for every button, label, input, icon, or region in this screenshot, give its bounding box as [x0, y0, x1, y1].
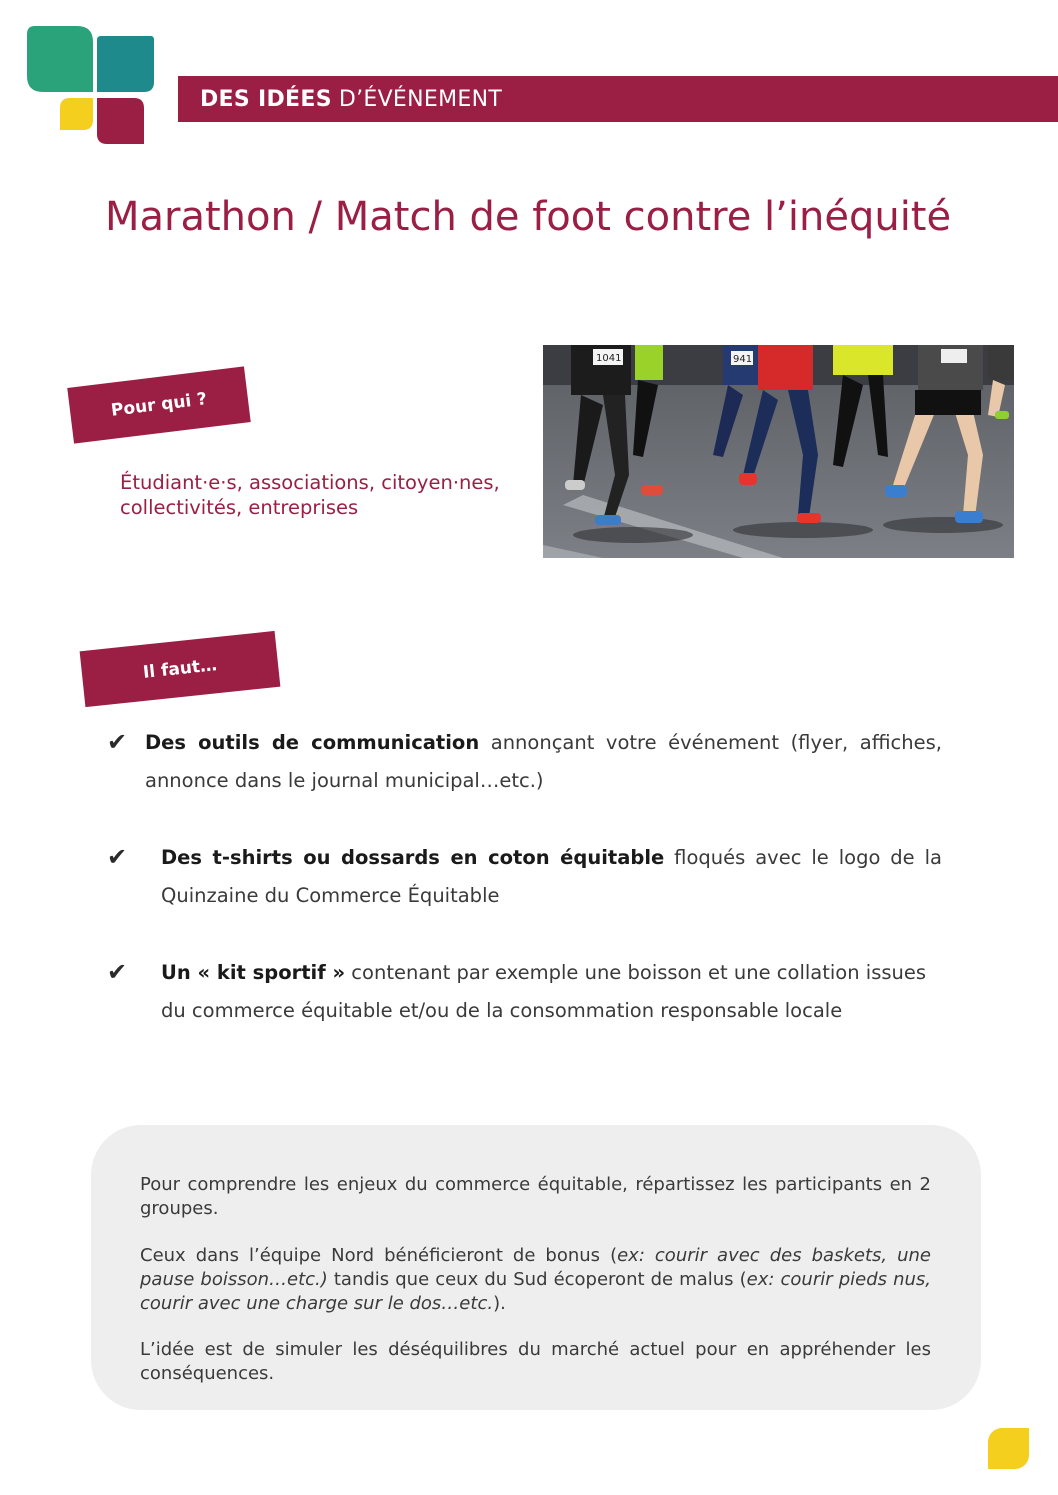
bib-number-941: 941: [733, 354, 753, 365]
page-title: Marathon / Match de foot contre l’inéquité: [105, 194, 952, 240]
needs-item-3-text: contenant par exemple une boisson et une collation issues du commerce équitable et/ou de la consommation responsable locale: [161, 961, 927, 1022]
runners-photo: [543, 345, 1014, 558]
needs-item-1-bold: Des outils de communication: [145, 731, 480, 754]
info-paragraph-3: L’idée est de simuler les déséquilibres du marché actuel pour en appréhender les conséquences.: [140, 1339, 931, 1384]
corner-leaf-icon: [988, 1428, 1029, 1469]
runners-photo-illustration: [543, 345, 1014, 558]
needs-tag: [80, 631, 281, 707]
who-text-line2: collectivités, entreprises: [120, 496, 359, 519]
info-paragraph-1: Pour comprendre les enjeux du commerce équitable, répartissez les participants en 2 groupes.: [140, 1174, 931, 1219]
header-label-bold: DES IDÉES: [200, 86, 332, 112]
logo-mark: [27, 26, 157, 146]
who-text-line1: Étudiant·e·s, associations, citoyen·nes,: [120, 471, 500, 494]
checkmark-icon: ✔: [107, 958, 128, 986]
who-text: [120, 470, 520, 520]
logo: [27, 26, 157, 146]
info-p2-c: tandis que ceux du Sud écoperont de malus (: [327, 1269, 747, 1290]
checkmark-icon: ✔: [107, 843, 128, 871]
checkmark-icon: ✔: [107, 728, 128, 756]
bib-number-1041: 1041: [596, 353, 622, 364]
who-tag-label: Pour qui ?: [109, 389, 209, 421]
info-p2-a: Ceux dans l’équipe Nord bénéficieront de bonus (: [140, 1245, 618, 1266]
info-p2-example-north: ex: courir avec des baskets, une pause boisson…etc.): [140, 1245, 932, 1290]
needs-item-2: [161, 839, 942, 915]
needs-tag-label: Il faut…: [142, 655, 218, 683]
info-paragraph-2: [140, 1244, 931, 1316]
needs-item-1-text: annonçant votre événement (flyer, affiches, annonce dans le journal municipal…etc.): [145, 731, 942, 792]
needs-item-3-bold: Un « kit sportif »: [161, 961, 346, 984]
needs-item-3: [161, 954, 951, 1030]
who-tag: [67, 366, 250, 443]
header-band: [178, 76, 1058, 122]
needs-item-2-text: floqués avec le logo de la Quinzaine du Commerce Équitable: [161, 846, 942, 907]
needs-item-2-bold: Des t-shirts ou dossards en coton équitable: [161, 846, 665, 869]
needs-item-1: [145, 724, 942, 800]
header-label-light: D’ÉVÉNEMENT: [338, 86, 503, 112]
info-p2-example-south: ex: courir pieds nus, courir avec une charge sur le dos…etc.: [140, 1269, 931, 1314]
info-p2-e: ).: [493, 1293, 506, 1314]
